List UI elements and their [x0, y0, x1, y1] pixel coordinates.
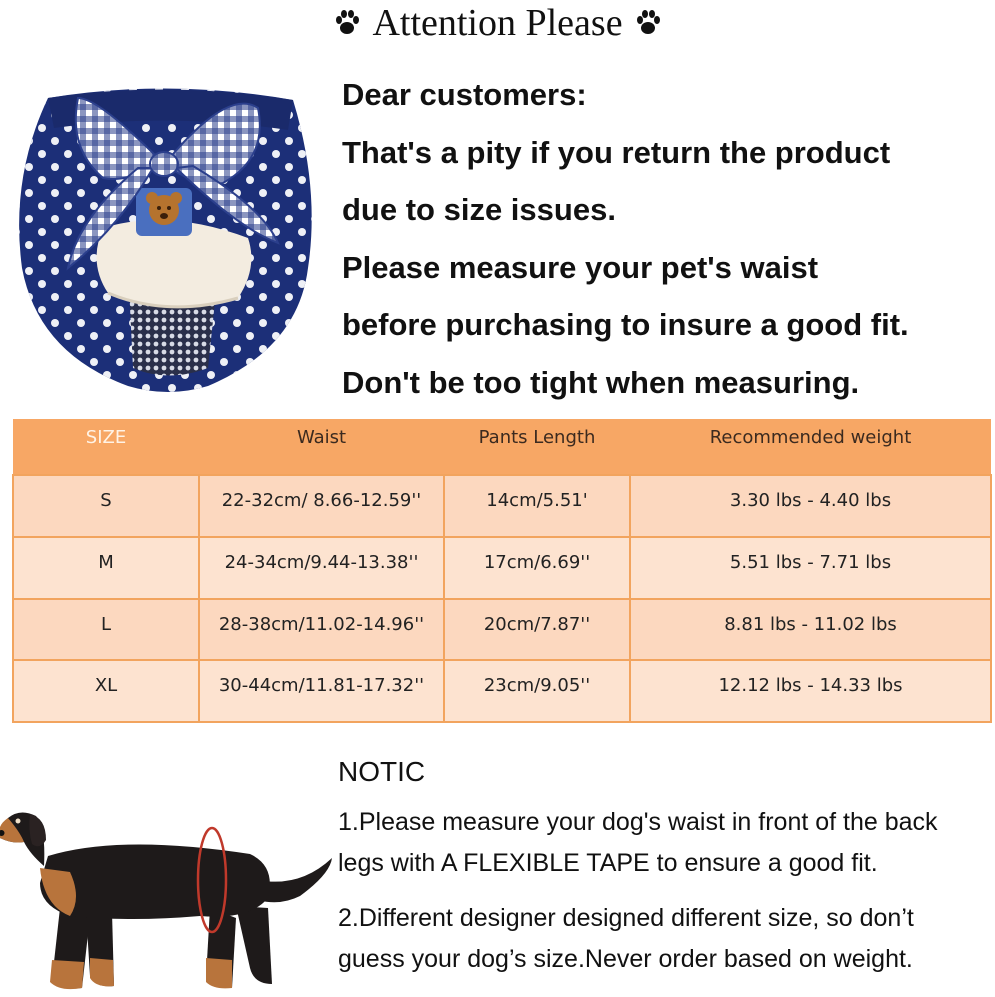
notice-section [338, 754, 988, 982]
paw-print-icon [332, 8, 362, 38]
size-chart-table [12, 419, 992, 723]
waist-cell: 28-38cm/11.02-14.96'' [199, 599, 444, 661]
dog-measurement-illustration [0, 788, 338, 993]
customer-message [342, 70, 982, 415]
table-row [13, 599, 991, 661]
table-row [13, 537, 991, 599]
message-line: Dear customers: [342, 77, 587, 112]
paw-print-icon [633, 8, 663, 38]
pants-length-cell: 23cm/9.05'' [444, 660, 630, 722]
size-cell: M [13, 537, 199, 599]
weight-cell: 5.51 lbs - 7.71 lbs [630, 537, 991, 599]
weight-cell: 12.12 lbs - 14.33 lbs [630, 660, 991, 722]
size-cell: L [13, 599, 199, 661]
column-header-recommended-weight: Recommended weight [630, 419, 991, 475]
notice-heading: NOTIC [338, 756, 426, 787]
message-line: due to size issues. [342, 192, 616, 227]
message-line: before purchasing to insure a good fit. [342, 307, 909, 342]
column-header-size: SIZE [13, 419, 199, 475]
weight-cell: 8.81 lbs - 11.02 lbs [630, 599, 991, 661]
size-cell: S [13, 475, 199, 537]
pants-length-cell: 17cm/6.69'' [444, 537, 630, 599]
notice-line: legs with A FLEXIBLE TAPE to ensure a good fit. [338, 849, 878, 877]
size-cell: XL [13, 660, 199, 722]
message-line: Please measure your pet's waist [342, 249, 819, 285]
notice-line: 2.Different designer designed different size, so don’t [338, 904, 914, 932]
product-image [8, 68, 326, 398]
column-header-waist: Waist [199, 419, 444, 475]
table-row [13, 660, 991, 722]
page-title: Attention Please [372, 2, 623, 44]
table-header-row [13, 419, 991, 475]
column-header-pants-length: Pants Length [444, 419, 630, 475]
pants-length-cell: 20cm/7.87'' [444, 599, 630, 661]
message-line: That's a pity if you return the product [342, 134, 891, 170]
waist-cell: 24-34cm/9.44-13.38'' [199, 537, 444, 599]
waist-cell: 22-32cm/ 8.66-12.59'' [199, 475, 444, 537]
page-title-row [0, 0, 995, 46]
pants-length-cell: 14cm/5.51' [444, 475, 630, 537]
message-line: Don't be too tight when measuring. [342, 364, 860, 400]
table-row [13, 475, 991, 537]
notice-line: 1.Please measure your dog's waist in front of the back [338, 808, 938, 836]
waist-cell: 30-44cm/11.81-17.32'' [199, 660, 444, 722]
weight-cell: 3.30 lbs - 4.40 lbs [630, 475, 991, 537]
notice-line: guess your dog’s size.Never order based on weight. [338, 945, 913, 973]
